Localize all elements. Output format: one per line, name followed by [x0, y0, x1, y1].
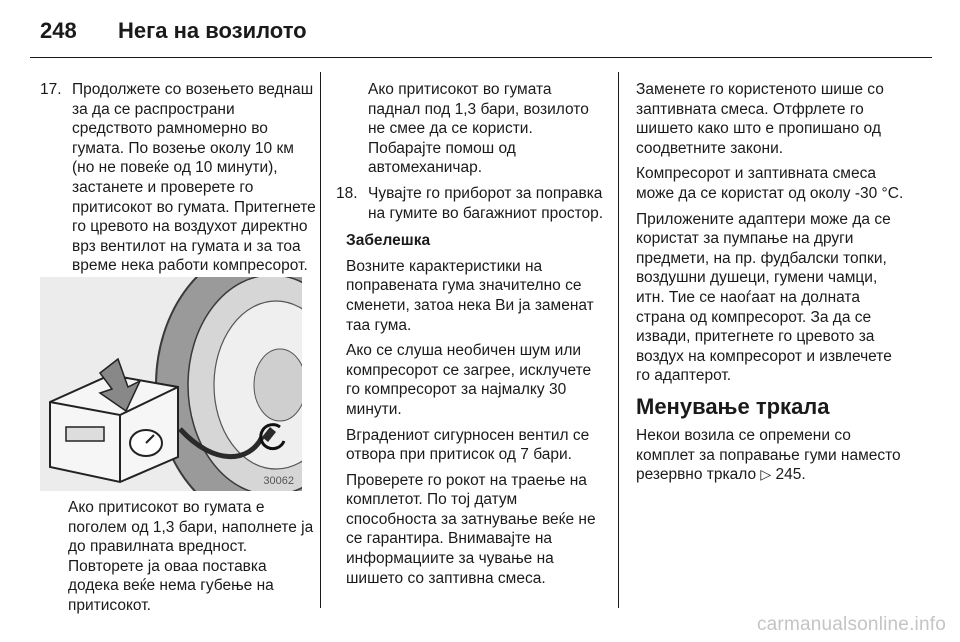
paragraph: Заменете го користеното шише со заптивната смеса. Отфрлете го шишето како што е пропишано од соодветните закони.	[636, 81, 884, 157]
step-18	[336, 184, 606, 223]
paragraph: Проверете го рокот на траење на комплетот. По тој датум способноста за затнување веќе не се гарантира. Внимавајте на информациите за чување на шишето со заптивна смеса.	[346, 471, 596, 587]
step-text: Продолжете со возењето веднаш за да се распространи средството рамномерно во гумата. По возење околу 10 км (но не повеќе од 10 минути), застанете и проверете го притисокот во гумата. Притегнете го цревото на воздухот директно врз вентилот на гумата и за тоа време нека работи компресорот.	[72, 81, 316, 275]
step-17	[40, 80, 318, 276]
paragraph: Ако се слуша необичен шум или компресорот се загрее, исклучете го компресорот за најмалку 30 минути.	[346, 342, 592, 418]
paragraph: Компресорот и заптивната смеса може да се користат од околу -30 °C.	[636, 165, 904, 202]
page-number: 248	[40, 18, 77, 43]
paragraph: Вградениот сигурносен вентил се отвора при притисок од 7 бари.	[346, 426, 590, 464]
paragraph: Ако притисокот во гумата паднал под 1,3 бари, возилото не смее да се користи. Побарајте помош од автомеханичар.	[368, 81, 589, 177]
page-reference-icon: ▷	[760, 466, 772, 483]
step-number: 17.	[40, 81, 62, 98]
note-title: Забелешка	[346, 232, 431, 250]
caption-text: Ако притисокот во гумата е поголем од 1,3 бари, наполнете ја до правилната вредност. Повторете ја оваа поставка додека веќе нема губење на притисокот.	[68, 499, 314, 614]
watermark-text: carmanualsonline.info	[756, 614, 946, 635]
column-1	[40, 80, 318, 282]
column-divider-2	[618, 72, 619, 608]
column-2	[336, 80, 606, 594]
chapter-title: Нега на возилото	[118, 18, 307, 43]
column-3	[636, 80, 908, 491]
compressor-illustration	[40, 277, 302, 491]
figure-number: 30062	[263, 475, 294, 487]
note-block	[336, 231, 606, 588]
column-divider-1	[320, 72, 321, 608]
header-rule	[30, 57, 932, 58]
step-number: 18.	[336, 184, 358, 202]
section-heading: Менување тркала	[636, 393, 830, 419]
reference-page[interactable]: 245.	[775, 466, 806, 484]
figure-caption	[68, 498, 318, 622]
note-text: Возните карактеристики на поправената гума значително се сменети, затоа нека Ви ја заменат таа гума.	[346, 257, 594, 334]
paragraph-text: Некои возила се опремени со комплет за поправање гуми наместо резервно тркало	[636, 426, 901, 484]
paragraph-with-reference	[636, 426, 908, 485]
step-text: Чувајте го приборот за поправка на гумите во багажниот простор.	[368, 184, 604, 222]
compressor-tire-svg	[40, 277, 302, 491]
paragraph: Приложените адаптери може да се користат за пумпање на други предмети, на пр. фудбалски топки, воздушни душеци, гумени чамци, итн. Тие се наоѓаат на долната страна од компресорот. За да се извади, притегнете го цревото за воздух на компресорот и извлечете го адаптерот.	[636, 210, 892, 385]
